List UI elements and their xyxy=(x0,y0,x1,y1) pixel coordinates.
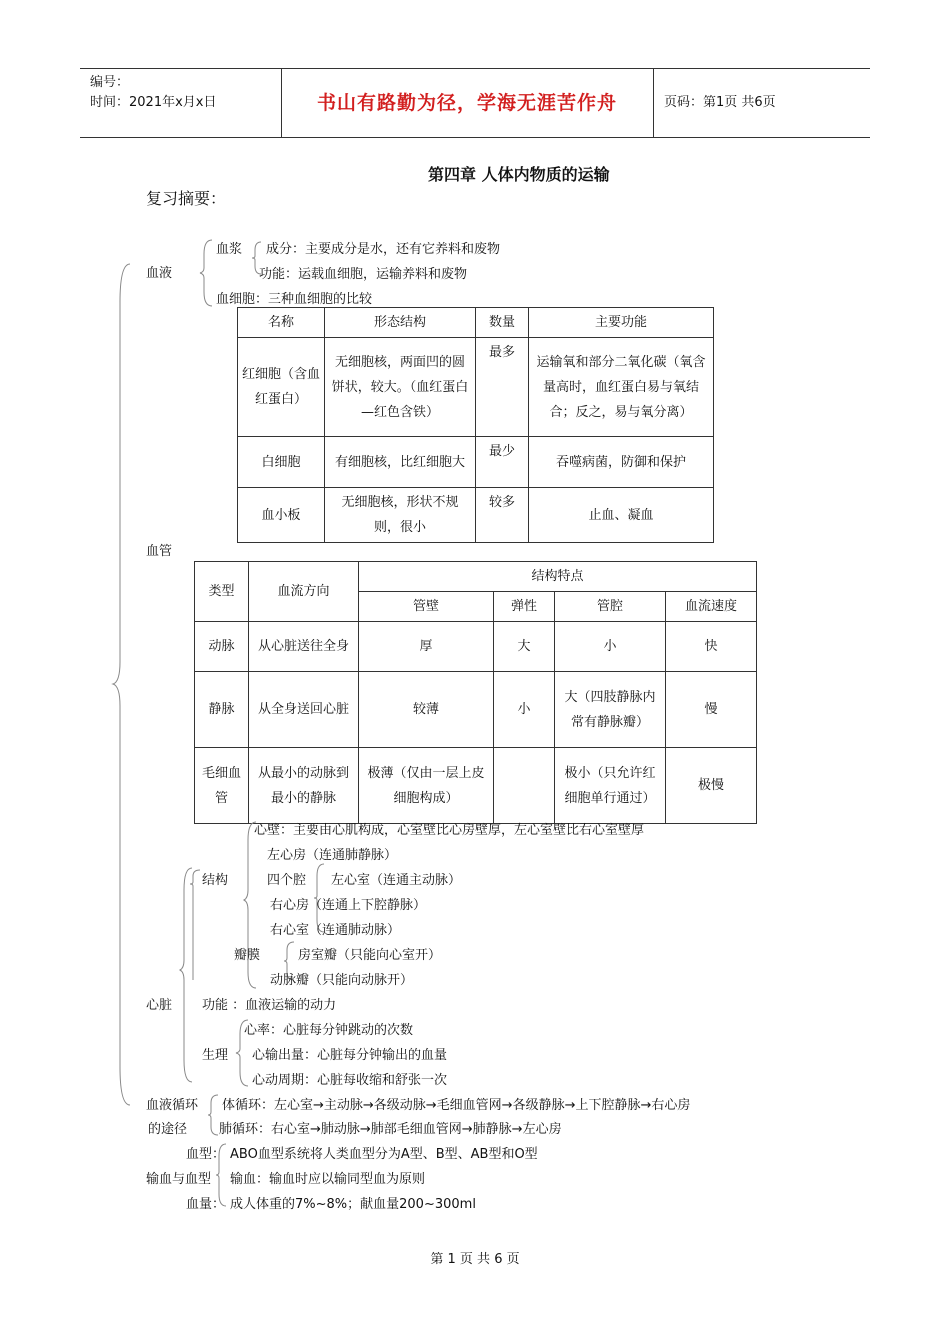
structure-label: 结构 xyxy=(202,873,229,888)
cardiac-cycle: 心动周期：心脏每收缩和舒张一次 xyxy=(252,1073,448,1088)
main-brace xyxy=(112,262,132,1107)
heart-rate: 心率：心脏每分钟跳动的次数 xyxy=(244,1023,414,1038)
page-footer: 第 1 页 共 6 页 xyxy=(430,1252,520,1267)
vessel-subheader-wall: 管壁 xyxy=(359,592,494,622)
time-label: 时间：2021年x月x日 xyxy=(90,95,217,110)
vessel-direction: 从最小的动脉到最小的静脉 xyxy=(249,748,359,824)
vessel-elasticity xyxy=(494,748,555,824)
blood-type-label: 血型： xyxy=(186,1147,226,1162)
vessel-lumen: 大（四肢静脉内常有静脉瓣） xyxy=(555,672,666,748)
table-row xyxy=(238,488,714,543)
table-row xyxy=(238,437,714,488)
vessel-type: 动脉 xyxy=(195,622,249,672)
vessel-speed: 快 xyxy=(666,622,757,672)
vessel-subheader-lumen: 管腔 xyxy=(555,592,666,622)
motto: 书山有路勤为径，学海无涯苦作舟 xyxy=(316,92,617,114)
summary-label: 复习摘要： xyxy=(146,189,227,208)
transfusion-label: 输血与血型 xyxy=(146,1172,212,1187)
blood-type-text: ABO血型系统将人类血型分为A型、B型、AB型和O型 xyxy=(230,1147,538,1162)
vessel-lumen: 极小（只允许红细胞单行通过） xyxy=(555,748,666,824)
cell-structure: 无细胞核，两面凹的圆饼状，较大。（血红蛋白—红色含铁） xyxy=(325,338,476,437)
heart-wall: 心壁：主要由心肌构成，心室壁比心房壁厚，左心室壁比右心室壁厚 xyxy=(254,823,645,838)
cell-structure: 无细胞核，形状不规则，很小 xyxy=(325,488,476,543)
structure-inner-brace xyxy=(244,820,258,990)
physiology-label: 生理 xyxy=(202,1048,229,1063)
vessel-type: 毛细血管 xyxy=(195,748,249,824)
cardiac-output: 心输出量：心脏每分钟输出的血量 xyxy=(252,1048,448,1063)
left-ventricle: 左心室（连通主动脉） xyxy=(331,873,462,888)
table-row xyxy=(238,338,714,437)
cell-function: 运输氧和部分二氧化碳（氧含量高时，血红蛋白易与氧结合；反之，易与氧分离） xyxy=(529,338,714,437)
vessels-label: 血管 xyxy=(146,544,173,559)
header-divider-2 xyxy=(653,69,654,137)
vessel-wall: 较薄 xyxy=(359,672,494,748)
cell-name: 白细胞 xyxy=(238,437,325,488)
four-chambers-label: 四个腔 xyxy=(267,873,307,888)
cell-header-structure: 形态结构 xyxy=(325,308,476,338)
vessel-header-type: 类型 xyxy=(195,562,249,622)
blood-volume-text: 成人体重的7%~8%；献血量200~300ml xyxy=(230,1197,476,1212)
left-atrium: 左心房（连通肺静脉） xyxy=(267,848,398,863)
heart-function: 功能 ：血液运输的动力 xyxy=(202,998,337,1013)
plasma-label: 血浆 xyxy=(216,242,243,257)
blood-brace xyxy=(200,238,214,308)
number-label: 编号： xyxy=(90,75,130,90)
arterial-valve: 动脉瓣（只能向动脉开） xyxy=(270,973,414,988)
right-atrium: 右心房（连通上下腔静脉） xyxy=(270,898,427,913)
vessel-elasticity: 大 xyxy=(494,622,555,672)
cell-name: 红细胞（含血红蛋白） xyxy=(238,338,325,437)
circulation-label-2: 的途径 xyxy=(148,1122,188,1137)
transfusion-text: 输血：输血时应以输同型血为原则 xyxy=(230,1172,426,1187)
vessel-elasticity: 小 xyxy=(494,672,555,748)
vessel-subheader-elasticity: 弹性 xyxy=(494,592,555,622)
plasma-composition: 成分：主要成分是水，还有它养料和废物 xyxy=(266,242,501,257)
cell-count: 最少 xyxy=(476,437,529,488)
cell-function: 止血、凝血 xyxy=(529,488,714,543)
vessel-wall: 极薄（仅由一层上皮细胞构成） xyxy=(359,748,494,824)
blood-cells-intro: 血细胞：三种血细胞的比较 xyxy=(216,292,373,307)
cell-name: 血小板 xyxy=(238,488,325,543)
vessel-speed: 极慢 xyxy=(666,748,757,824)
vessel-direction: 从全身送回心脏 xyxy=(249,672,359,748)
cell-count: 最多 xyxy=(476,338,529,437)
table-row xyxy=(195,748,757,824)
cell-structure: 有细胞核，比红细胞大 xyxy=(325,437,476,488)
cell-function: 吞噬病菌，防御和保护 xyxy=(529,437,714,488)
vessel-wall: 厚 xyxy=(359,622,494,672)
heart-label: 心脏 xyxy=(146,998,173,1013)
table-row xyxy=(195,622,757,672)
vessel-subheader-speed: 血流速度 xyxy=(666,592,757,622)
header-meta xyxy=(90,73,216,113)
vessel-type: 静脉 xyxy=(195,672,249,748)
table-row xyxy=(195,672,757,748)
chapter-title: 第四章 人体内物质的运输 xyxy=(428,165,610,184)
blood-cell-table xyxy=(237,307,714,543)
systemic-circulation: 体循环：左心室→主动脉→各级动脉→毛细血管网→各级静脉→上下腔静脉→右心房 xyxy=(222,1098,691,1113)
circulation-label-1: 血液循环 xyxy=(146,1098,199,1113)
cell-header-function: 主要功能 xyxy=(529,308,714,338)
av-valve: 房室瓣（只能向心室开） xyxy=(298,948,442,963)
valves-label: 瓣膜 xyxy=(234,948,261,963)
plasma-function: 功能：运载血细胞，运输养料和废物 xyxy=(259,267,468,282)
page-info: 页码：第1页 共6页 xyxy=(664,95,776,110)
document-header xyxy=(80,68,870,138)
cell-header-count: 数量 xyxy=(476,308,529,338)
vessel-table xyxy=(194,561,757,824)
vessel-header-direction: 血流方向 xyxy=(249,562,359,622)
blood-label: 血液 xyxy=(146,266,173,281)
vessel-header-features: 结构特点 xyxy=(359,562,757,592)
cell-count: 较多 xyxy=(476,488,529,543)
cell-header-name: 名称 xyxy=(238,308,325,338)
vessel-lumen: 小 xyxy=(555,622,666,672)
vessel-speed: 慢 xyxy=(666,672,757,748)
vessel-direction: 从心脏送往全身 xyxy=(249,622,359,672)
pulmonary-circulation: 肺循环：右心室→肺动脉→肺部毛细血管网→肺静脉→左心房 xyxy=(219,1122,562,1137)
structure-brace xyxy=(190,820,202,990)
right-ventricle: 右心室（连通肺动脉） xyxy=(270,923,401,938)
blood-volume-label: 血量： xyxy=(186,1197,226,1212)
